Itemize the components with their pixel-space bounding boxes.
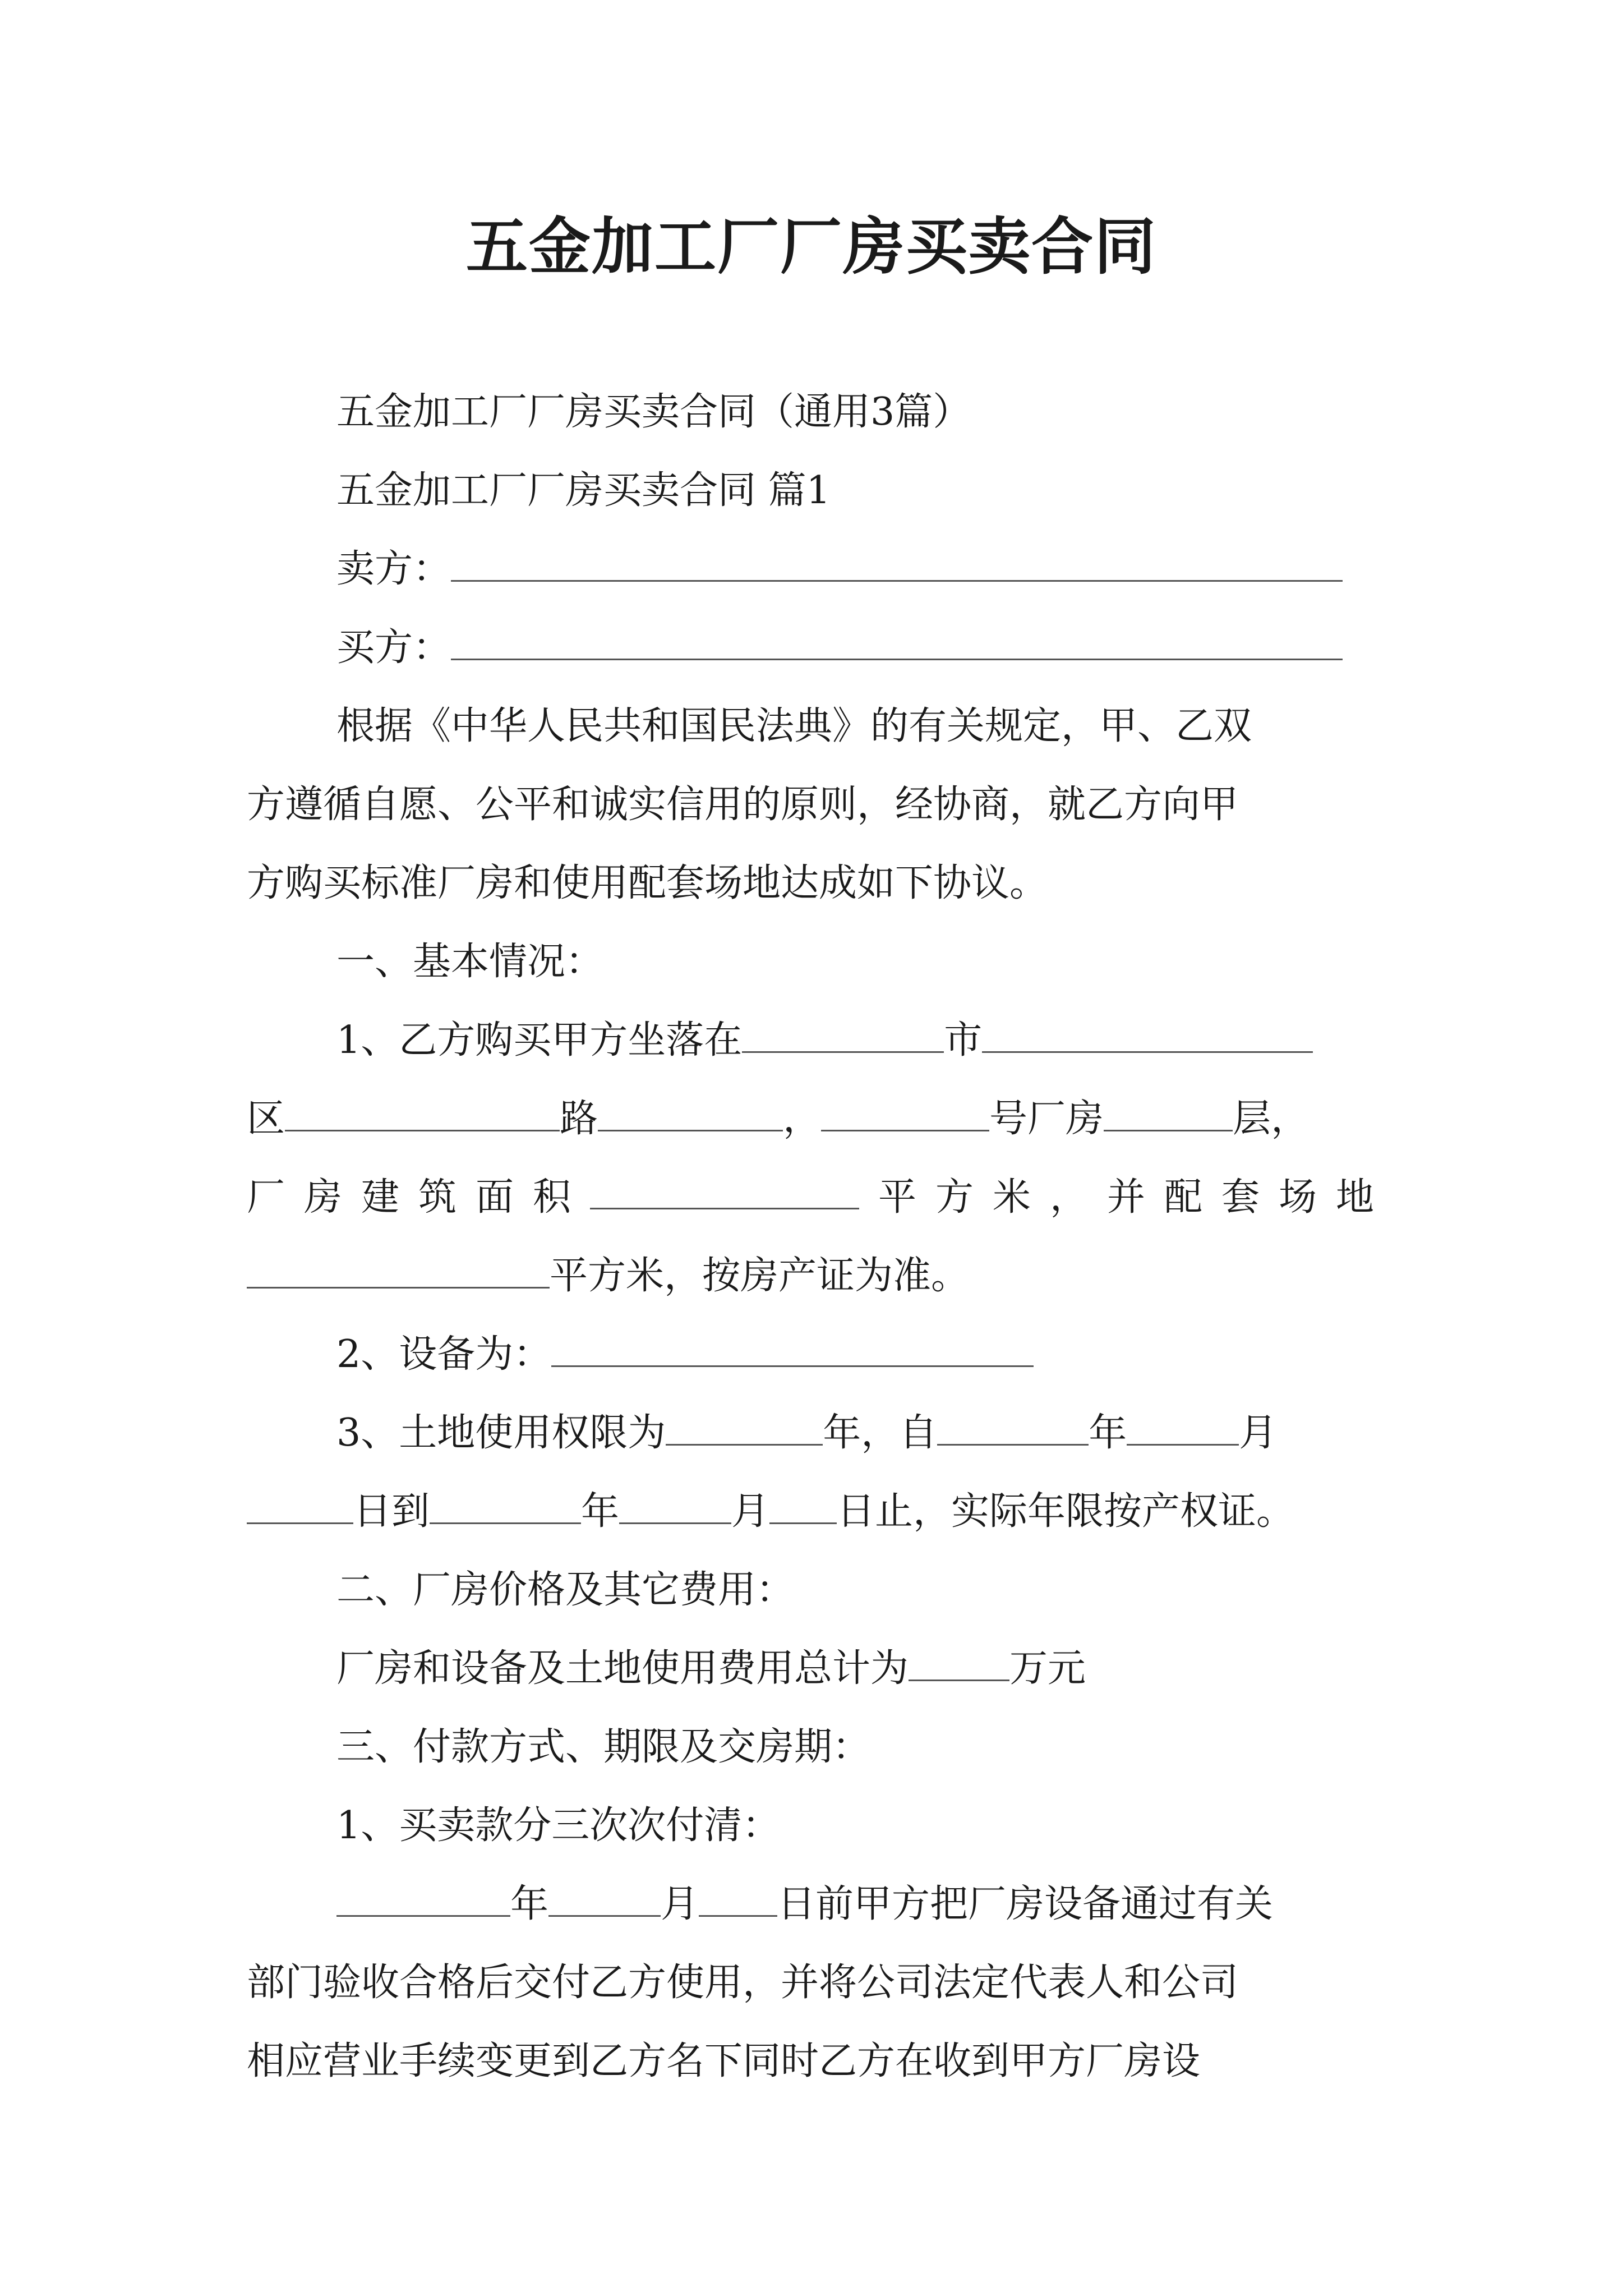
area-blank[interactable] — [590, 1170, 859, 1209]
price-text-b: 万元 — [1009, 1646, 1086, 1691]
subtitle: 五金加工厂厂房买卖合同（通用3篇） — [336, 390, 971, 434]
unit-char: 方 — [935, 1175, 974, 1220]
delivery-day-blank[interactable] — [699, 1877, 777, 1917]
city-name-blank[interactable] — [982, 1013, 1313, 1053]
item2-line — [336, 1327, 1034, 1383]
item3-text-h: 日止，实际年限按产权证。 — [837, 1489, 1295, 1534]
end-day-blank[interactable] — [769, 1484, 837, 1524]
item1-text-b: 市 — [944, 1018, 983, 1062]
item1-text-e: ， — [783, 1097, 822, 1141]
area-label-char: 面 — [476, 1175, 514, 1220]
equipment-blank[interactable] — [551, 1327, 1034, 1367]
unit-char: 场 — [1278, 1175, 1317, 1220]
seller-blank[interactable] — [451, 542, 1343, 582]
floor-blank[interactable] — [1104, 1092, 1233, 1131]
area-label-char: 房 — [304, 1175, 343, 1220]
intro-line-1: 根据《中华人民共和国民法典》的有关规定，甲、乙双 — [336, 704, 1252, 748]
end-year-blank[interactable] — [430, 1484, 581, 1524]
item1-text-f: 号厂房 — [989, 1097, 1104, 1141]
item3-line-2 — [247, 1484, 1294, 1540]
item3-text-c: 年 — [1089, 1411, 1127, 1455]
item1-line-4 — [247, 1248, 969, 1304]
unit-char: 平 — [878, 1175, 916, 1220]
item3-text-e: 日到 — [353, 1489, 430, 1534]
item3-text-d: 月 — [1239, 1411, 1278, 1455]
seller-line — [336, 541, 1343, 597]
item1-line-3 — [247, 1170, 1374, 1226]
unit-char: 套 — [1221, 1175, 1260, 1220]
section-heading: 五金加工厂厂房买卖合同 篇1 — [336, 468, 831, 513]
page-title: 五金加工厂厂房买卖合同 — [466, 210, 1157, 283]
seller-label: 卖方： — [336, 547, 451, 591]
total-price-blank[interactable] — [909, 1641, 1009, 1681]
item1-line-2 — [247, 1091, 1309, 1147]
payment-line-2: 部门验收合格后交付乙方使用，并将公司法定代表人和公司 — [247, 1961, 1239, 2005]
buyer-label: 买方： — [336, 625, 451, 670]
payment-heading: 三、付款方式、期限及交房期： — [336, 1725, 871, 1769]
item1-text-c: 区 — [247, 1097, 285, 1141]
area-label-char: 筑 — [418, 1175, 457, 1220]
item1-text-a: 1、乙方购买甲方坐落在 — [336, 1018, 743, 1062]
price-heading: 二、厂房价格及其它费用： — [336, 1568, 795, 1612]
start-year-blank[interactable] — [937, 1406, 1089, 1446]
district-blank[interactable] — [285, 1092, 560, 1131]
start-month-blank[interactable] — [1127, 1406, 1239, 1446]
road-blank[interactable] — [598, 1092, 783, 1131]
payment-text-a: 年 — [510, 1882, 549, 1926]
item1-text-d: 路 — [560, 1097, 598, 1141]
buyer-line — [336, 620, 1343, 676]
item1-text-j: 平方米，按房产证为准。 — [550, 1254, 970, 1298]
payment-item1: 1、买卖款分三次次付清： — [336, 1803, 781, 1848]
payment-line-1 — [336, 1876, 1273, 1932]
payment-line-3: 相应营业手续变更到乙方名下同时乙方在收到甲方厂房设 — [247, 2039, 1201, 2083]
end-month-blank[interactable] — [619, 1484, 731, 1524]
item3-text-b: 年，自 — [823, 1411, 938, 1455]
item2-label: 2、设备为： — [336, 1332, 552, 1377]
item3-text-f: 年 — [581, 1489, 620, 1534]
start-day-blank[interactable] — [247, 1484, 353, 1524]
area-label-char: 积 — [533, 1175, 571, 1220]
number-blank[interactable] — [821, 1092, 989, 1131]
unit-char: 配 — [1164, 1175, 1202, 1220]
delivery-year-blank[interactable] — [336, 1877, 510, 1917]
price-line — [336, 1641, 1086, 1697]
unit-char: 米 — [992, 1175, 1031, 1220]
item1-text-g: 层， — [1233, 1097, 1310, 1141]
basic-heading: 一、基本情况： — [336, 940, 604, 984]
land-years-blank[interactable] — [666, 1406, 823, 1446]
site-area-blank[interactable] — [247, 1249, 550, 1289]
unit-char: 并 — [1106, 1175, 1145, 1220]
area-label-char: 厂 — [247, 1175, 285, 1220]
buyer-blank[interactable] — [451, 620, 1343, 660]
unit-char: ， — [1049, 1175, 1088, 1220]
unit-char: 地 — [1335, 1175, 1374, 1220]
item1-line-1 — [336, 1013, 1313, 1069]
intro-line-3: 方购买标准厂房和使用配套场地达成如下协议。 — [247, 861, 1048, 905]
payment-text-b: 月 — [661, 1882, 699, 1926]
item3-line-1 — [336, 1405, 1277, 1461]
delivery-month-blank[interactable] — [548, 1877, 661, 1917]
city-blank[interactable] — [742, 1013, 944, 1053]
area-label-char: 建 — [361, 1175, 400, 1220]
price-text-a: 厂房和设备及土地使用费用总计为 — [336, 1646, 909, 1691]
item3-text-a: 3、土地使用权限为 — [336, 1411, 666, 1455]
payment-text-c: 日前甲方把厂房设备通过有关 — [777, 1882, 1274, 1926]
intro-line-2: 方遵循自愿、公平和诚实信用的原则，经协商，就乙方向甲 — [247, 783, 1239, 827]
item3-text-g: 月 — [731, 1489, 770, 1534]
